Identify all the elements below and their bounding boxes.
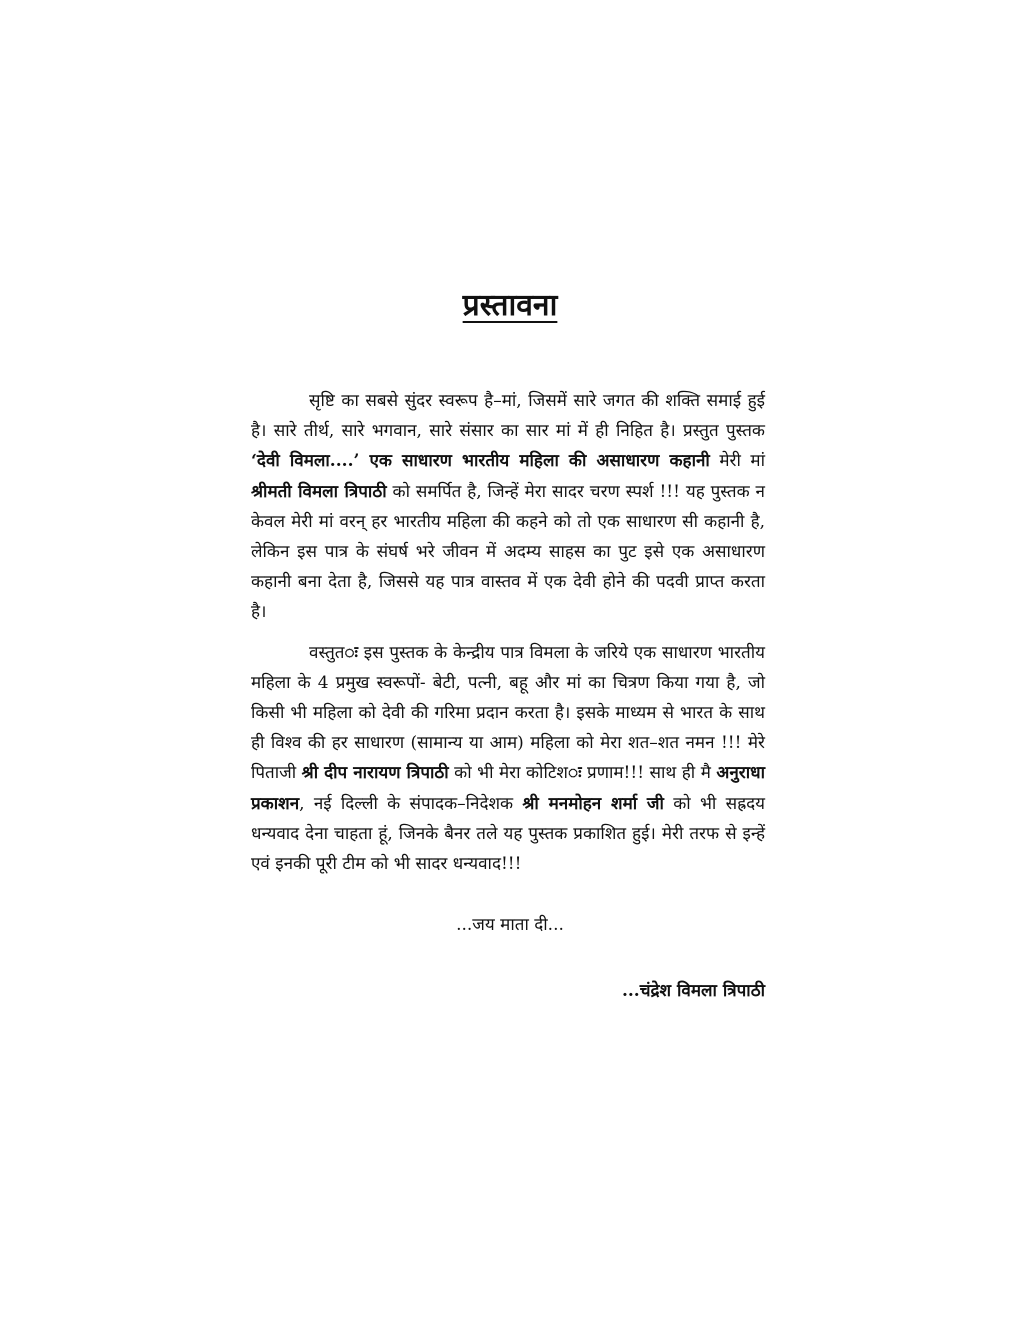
paragraph-2-text-4: प्रणाम!!! साथ ही मै: [581, 763, 717, 784]
paragraph-1-text-1: सृष्टि का सबसे सुंदर स्वरूप है–मां, जिसमें सारे जगत की शक्ति समाई हुई है। सारे तीर्थ, सारे भगवान, सारे संसार का सार मां में ही निहित है। प्रस्तुत पुस्तक: [251, 391, 765, 442]
paragraph-1: [251, 386, 765, 628]
page-title: प्रस्तावना: [462, 288, 558, 323]
book-title-bold: ‘देवी विमला....’ एक साधारण भारतीय महिला की असाधारण कहानी: [251, 451, 710, 472]
paragraph-2: [251, 638, 765, 880]
father-name-bold: श्री दीप नारायण त्रिपाठी: [301, 763, 449, 784]
mother-name-bold: श्रीमती विमला त्रिपाठी: [251, 481, 387, 502]
paragraph-2-text-3: को भी मेरा कोटिश: [448, 763, 568, 784]
editor-name-bold: श्री मनमोहन शर्मा जी: [522, 793, 664, 814]
paragraph-2-text-2: इस पुस्तक के केन्द्रीय पात्र विमला के जरिये एक साधारण भारतीय महिला के 4 प्रमुख स्वरूपों- बेटी, पत्नी, बहू और मां का चित्रण किया गया है, जो किसी भी महिला को देवी की गरिमा प्रदान करता है। इसके माध्यम से भारत के साथ ही विश्व की हर साधारण (सामान्य या आम) महिला को मेरा शत–शत नमन !!! मेरे पिताजी: [251, 642, 765, 784]
paragraph-1-text-2: मेरी मां: [709, 451, 765, 472]
paragraph-2-text-1: वस्तुत: [309, 642, 345, 663]
visarga-bold-2: ः: [567, 763, 582, 784]
paragraph-2-text-5: , नई दिल्ली के संपादक–निदेशक: [299, 793, 523, 814]
closing-line: ...जय माता दी...: [456, 915, 564, 935]
publisher-name-bold: अनुराधा प्रकाशन: [251, 763, 765, 814]
paragraph-2-text-6: को भी सह्रदय धन्यवाद देना चाहता हूं, जिनके बैनर तले यह पुस्तक प्रकाशित हुई। मेरी तरफ से इन्हें एवं इनकी पूरी टीम को भी सादर धन्यवाद!!!: [251, 793, 765, 875]
author-signature: ...चंद्रेश विमला त्रिपाठी: [621, 981, 765, 1001]
visarga-bold-1: ः: [344, 642, 358, 663]
preface-body: [251, 386, 765, 889]
paragraph-1-text-3: को समर्पित है, जिन्हें मेरा सादर चरण स्पर्श !!! यह पुस्तक न केवल मेरी मां वरन् हर भारतीय महिला की कहने को तो एक साधारण सी कहानी है, लेकिन इस पात्र के संघर्ष भरे जीवन में अदम्य साहस का पुट इसे एक असाधारण कहानी बना देता है, जिससे यह पात्र वास्तव में एक देवी होने की पदवी प्राप्त करता है।: [251, 481, 765, 623]
